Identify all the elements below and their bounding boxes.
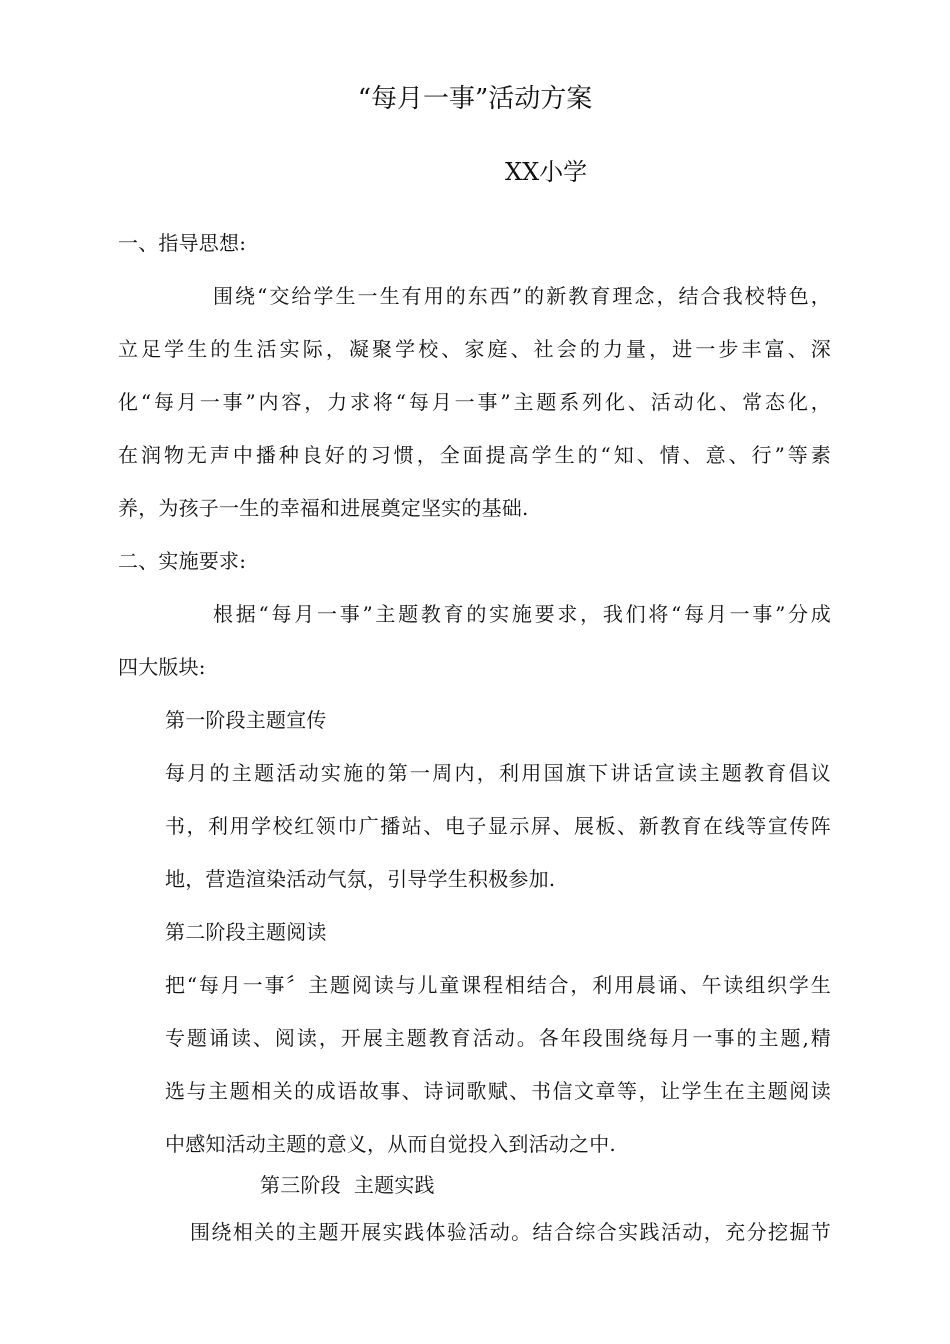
- stage2-line-3: 选与主题相关的成语故事、诗词歌赋、书信文章等，让学生在主题阅读: [165, 1079, 831, 1103]
- school-name: XX小学: [505, 158, 588, 186]
- stage1-line-1: 每月的主题活动实施的第一周内，利用国旗下讲话宣读主题教育倡议: [165, 761, 831, 785]
- section1-line-3: 化“每月一事”内容，力求将“每月一事”主题系列化、活动化、常态化，: [118, 390, 831, 414]
- section1-line-4: 在润物无声中播种良好的习惯，全面提高学生的“知、情、意、行”等素: [118, 443, 831, 467]
- document-title: “每月一事”活动方案: [357, 84, 593, 114]
- stage1-heading: 第一阶段主题宣传: [165, 708, 327, 732]
- stage2-heading: 第二阶段主题阅读: [165, 920, 327, 944]
- section1-line-5: 养，为孩子一生的幸福和进展奠定坚实的基础.: [118, 496, 529, 520]
- section1-line-1: 围绕“交给学生一生有用的东西”的新教育理念，结合我校特色，: [213, 284, 831, 308]
- stage1-line-2: 书，利用学校红领巾广播站、电子显示屏、展板、新教育在线等宣传阵: [165, 814, 831, 838]
- section2-intro-line-1: 根据“每月一事”主题教育的实施要求，我们将“每月一事”分成: [213, 602, 831, 626]
- section1-line-2: 立足学生的生活实际，凝聚学校、家庭、社会的力量，进一步丰富、深: [118, 337, 831, 361]
- stage3-heading: 第三阶段 主题实践: [260, 1173, 435, 1197]
- stage2-line-2: 专题诵读、阅读，开展主题教育活动。各年段围绕每月一事的主题,精: [165, 1026, 831, 1050]
- section2-intro-line-2: 四大版块:: [118, 655, 206, 679]
- stage1-line-3: 地，营造渲染活动气氛，引导学生积极参加.: [165, 867, 556, 891]
- section1-heading: 一、指导思想:: [118, 231, 247, 255]
- stage2-line-1: 把“每月一事〞主题阅读与儿童课程相结合，利用晨诵、午读组织学生: [165, 973, 831, 997]
- stage3-line-1: 围绕相关的主题开展实践体验活动。结合综合实践活动，充分挖掘节: [190, 1220, 831, 1244]
- stage2-line-4: 中感知活动主题的意义，从而自觉投入到活动之中.: [165, 1132, 616, 1156]
- section2-heading: 二、实施要求:: [118, 549, 247, 573]
